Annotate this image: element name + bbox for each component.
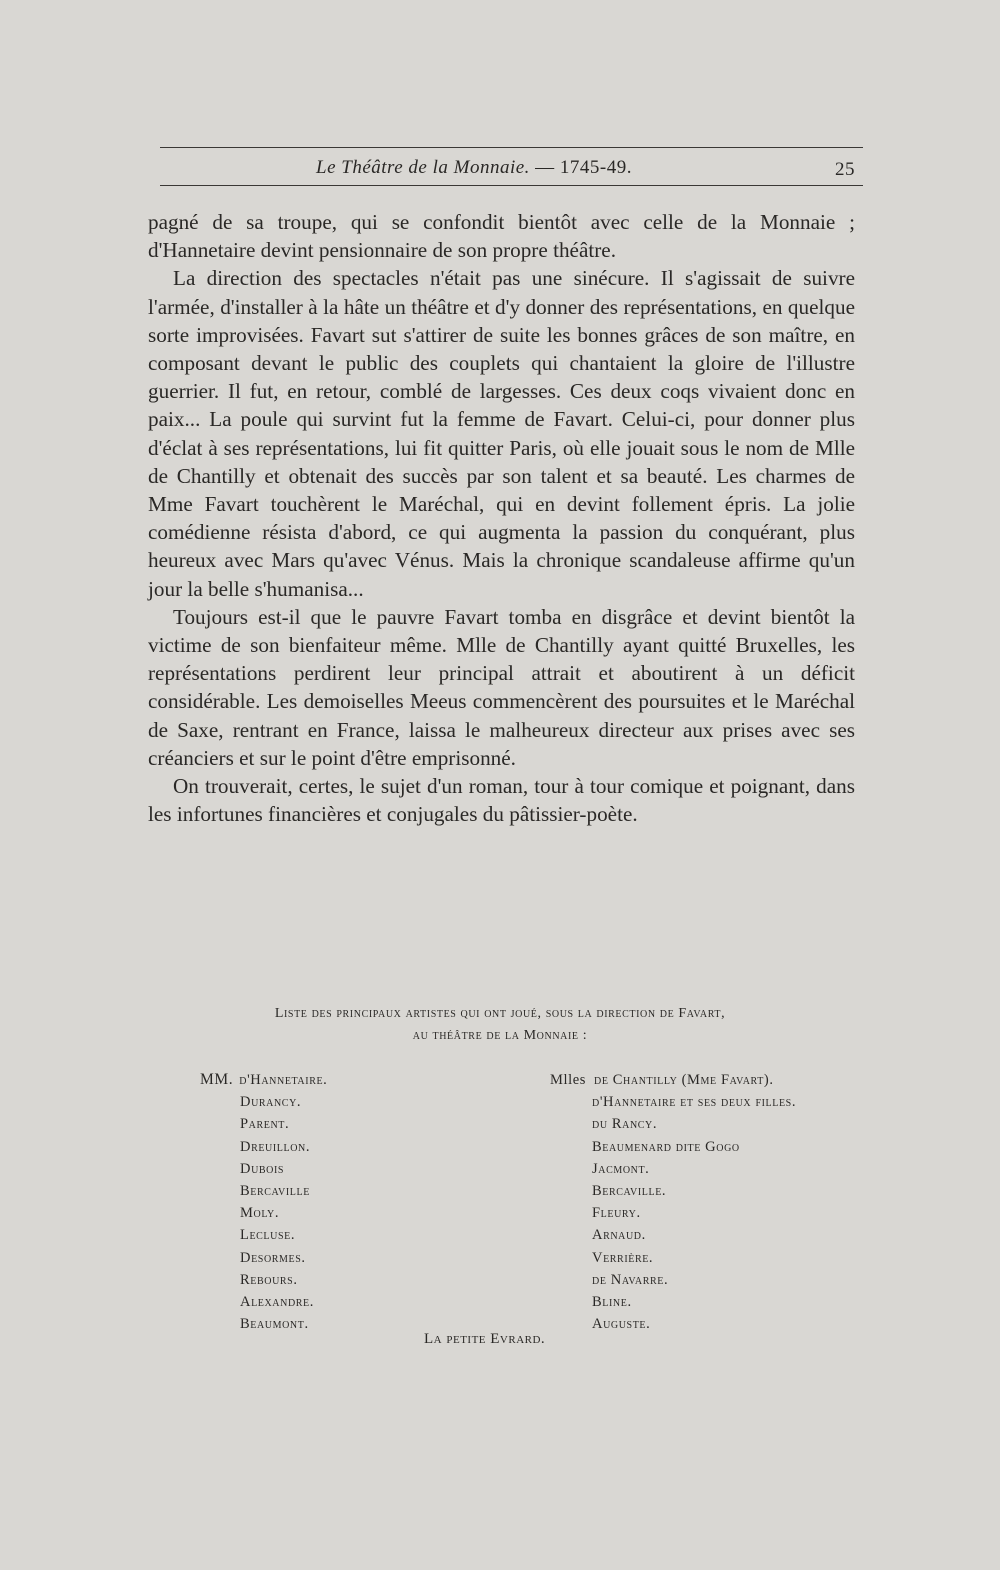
list-item bbox=[550, 1069, 850, 1091]
men-prefix: MM. bbox=[200, 1071, 234, 1088]
list-item: Bline. bbox=[592, 1294, 632, 1311]
list-item: Jacmont. bbox=[592, 1160, 650, 1177]
running-title-dates: — 1745-49. bbox=[535, 157, 632, 178]
women-prefix: Mlles bbox=[550, 1072, 587, 1088]
paragraph-3: Toujours est-il que le pauvre Favart tomba en disgrâce et devint bientôt la victime de son bienfaiteur même. Mlle de Chantilly ayant quitté Bruxelles, les représentations perdirent leur principal attrait et aboutirent à un déficit considérable. Les demoiselles Meeus commencèrent des poursuites et le Maréchal de Saxe, rentrant en France, laissa le malheureux directeur aux prises avec ses créanciers et sur le point d'être emprisonné. bbox=[148, 604, 855, 770]
artist-list-heading bbox=[160, 1003, 840, 1047]
header-rule-bottom bbox=[160, 185, 863, 186]
women-column bbox=[550, 1069, 850, 1335]
list-item: Desormes. bbox=[240, 1249, 306, 1266]
list-item: d'Hannetaire et ses deux filles. bbox=[592, 1094, 797, 1111]
list-item: de Navarre. bbox=[592, 1271, 669, 1288]
list-item: Moly. bbox=[240, 1205, 280, 1222]
paragraph-1: pagné de sa troupe, qui se confondit bientôt avec celle de la Monnaie ; d'Hannetaire devint pensionnaire de son propre théâtre. bbox=[148, 210, 855, 263]
list-item: Beaumont. bbox=[240, 1316, 309, 1333]
list-item: Fleury. bbox=[592, 1205, 641, 1222]
header-rule-top bbox=[160, 147, 863, 148]
paragraph-2: La direction des spectacles n'était pas une sinécure. Il s'agissait de suivre l'armée, d'installer à la hâte un théâtre et d'y donner des représentations, en quelque sorte improvisées. Favart sut s'attirer de suite les bonnes grâces de son maître, en composant devant le public des couplets qui chantaient la gloire de l'illustre guerrier. Il fut, en retour, comblé de largesses. Ces deux coqs vivaient donc en paix... La poule qui survint fut la femme de Favart. Celui-ci, pour donner plus d'éclat à ses représentations, lui fit quitter Paris, où elle jouait sous le nom de Mlle de Chantilly et obtenait des succès par son talent et sa beauté. Les charmes de Mme Favart touchèrent le Maréchal, qui en devint follement épris. La jolie comédienne résista d'abord, ce qui augmenta la passion du conquérant, plus heureux avec Mars qu'avec Vénus. Mais la chronique scandaleuse affirme qu'un jour la belle s'humanisa... bbox=[148, 266, 855, 601]
list-item: Arnaud. bbox=[592, 1227, 646, 1244]
list-item: Lecluse. bbox=[240, 1227, 296, 1244]
men-name: d'Hannetaire. bbox=[239, 1072, 328, 1088]
list-item: Dubois bbox=[240, 1160, 285, 1177]
list-item: Beaumenard dite Gogo bbox=[592, 1138, 740, 1155]
artist-list-heading-line-2: au théâtre de la Monnaie : bbox=[412, 1028, 588, 1043]
list-item bbox=[200, 1069, 500, 1091]
page-number: 25 bbox=[835, 159, 855, 180]
list-footer: La petite Evrard. bbox=[424, 1331, 546, 1347]
list-item: Durancy. bbox=[240, 1094, 302, 1111]
list-item: Alexandre. bbox=[240, 1294, 314, 1311]
men-column bbox=[200, 1069, 500, 1335]
list-item: Parent. bbox=[240, 1116, 290, 1133]
running-head-title bbox=[316, 157, 632, 179]
list-item: Rebours. bbox=[240, 1271, 298, 1288]
list-item: du Rancy. bbox=[592, 1116, 658, 1133]
list-item: Auguste. bbox=[592, 1316, 651, 1333]
list-item: Bercaville. bbox=[592, 1183, 667, 1200]
paragraph-4: On trouverait, certes, le sujet d'un roman, tour à tour comique et poignant, dans les infortunes financières et conjugales du pâtissier-poète. bbox=[148, 774, 855, 827]
running-head bbox=[160, 155, 863, 183]
list-item: Verrière. bbox=[592, 1249, 654, 1266]
running-title-text: Le Théâtre de la Monnaie. bbox=[316, 157, 530, 178]
women-name: de Chantilly (Mme Favart). bbox=[594, 1072, 774, 1088]
list-item: Bercaville bbox=[240, 1183, 310, 1200]
list-item: Dreuillon. bbox=[240, 1138, 311, 1155]
body-text bbox=[148, 208, 855, 828]
artist-list-heading-line-1: Liste des principaux artistes qui ont joué, sous la direction de Favart, bbox=[274, 1006, 726, 1021]
